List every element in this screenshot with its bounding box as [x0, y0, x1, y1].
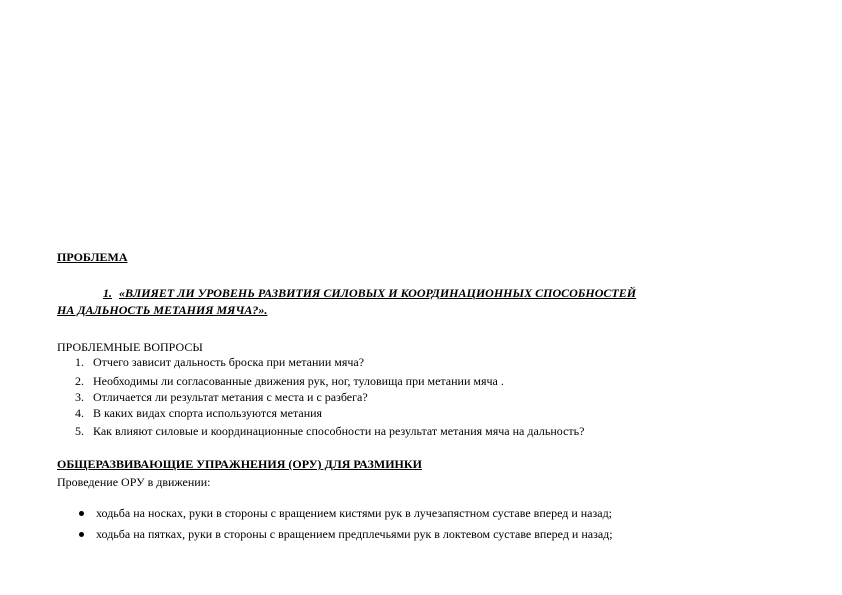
question-number: 1. — [75, 355, 84, 369]
bullet-icon — [79, 532, 84, 537]
question-text: Необходимы ли согласованные движения рук, ног, туловища при метании мяча . — [93, 374, 504, 388]
question-text: Отчего зависит дальность броска при метании мяча? — [93, 355, 365, 369]
oru-heading: ОБЩЕРАЗВИВАЮЩИЕ УПРАЖНЕНИЯ (ОРУ) ДЛЯ РАЗМИНКИ — [57, 457, 422, 471]
oru-item: ходьба на пятках, руки в стороны с вращением предплечьями рук в локтевом суставе вперед и назад; — [96, 527, 613, 541]
oru-item: ходьба на носках, руки в стороны с вращением кистями рук в лучезапястном суставе вперед и назад; — [96, 506, 613, 520]
question-number: 2. — [75, 374, 84, 388]
question-number: 5. — [75, 424, 84, 438]
questions-heading: ПРОБЛЕМНЫЕ ВОПРОСЫ — [57, 340, 203, 354]
question-number: 4. — [75, 406, 84, 420]
question-text: В каких видах спорта используются метания — [93, 406, 323, 420]
question-text: Как влияют силовые и координационные способности на результат метания мяча на дальность? — [93, 424, 585, 438]
problem-heading: ПРОБЛЕМА — [57, 250, 128, 264]
problem-title-line1: «ВЛИЯЕТ ЛИ УРОВЕНЬ РАЗВИТИЯ СИЛОВЫХ И КООРДИНАЦИОННЫХ СПОСОБНОСТЕЙ — [119, 286, 637, 300]
question-number: 3. — [75, 390, 84, 404]
oru-intro: Проведение ОРУ в движении: — [57, 475, 211, 489]
problem-title-line2: НА ДАЛЬНОСТЬ МЕТАНИЯ МЯЧА?». — [57, 303, 268, 317]
bullet-icon — [79, 511, 84, 516]
question-text: Отличается ли результат метания с места и с разбега? — [93, 390, 368, 404]
problem-number: 1. — [103, 286, 112, 300]
